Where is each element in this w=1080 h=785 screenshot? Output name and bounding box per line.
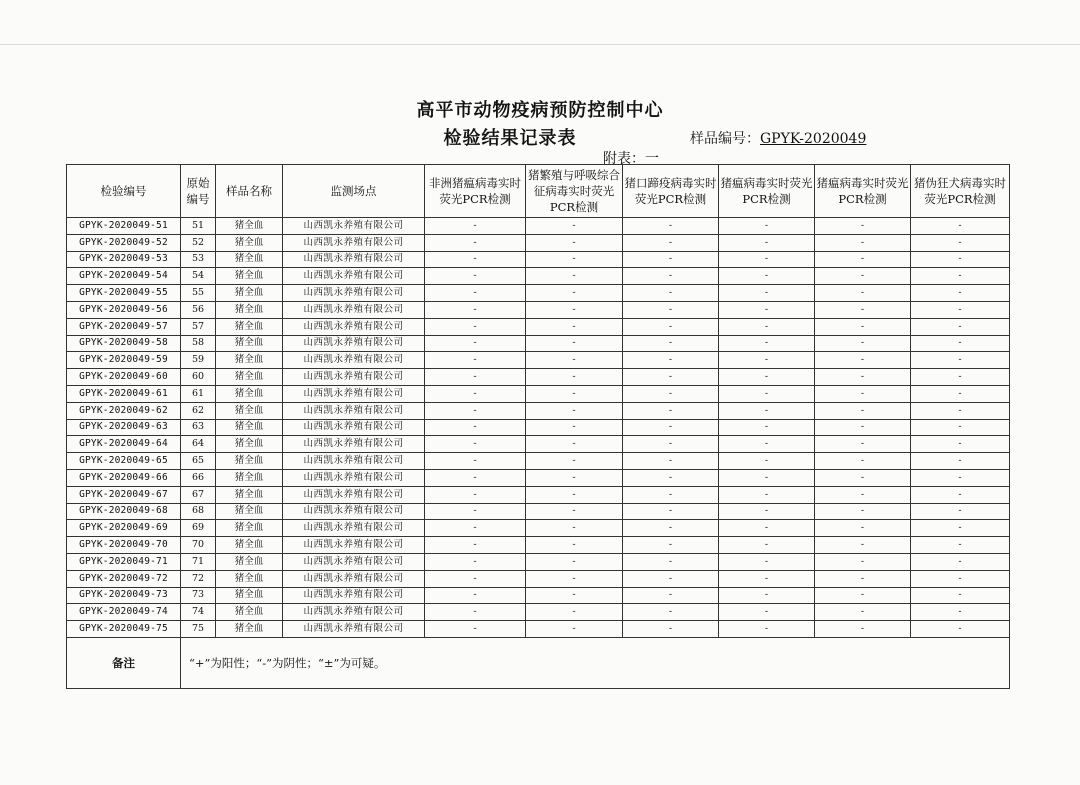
row-orig-no: 73 <box>181 587 216 604</box>
row-result: - <box>425 520 526 537</box>
table-row <box>67 301 1010 318</box>
row-result: - <box>425 419 526 436</box>
row-result: - <box>815 268 911 285</box>
attachment-label: 附表：一 <box>603 151 659 167</box>
row-result: - <box>719 553 815 570</box>
row-result: - <box>623 218 719 235</box>
row-sample: 猪全血 <box>216 385 283 402</box>
row-result: - <box>911 436 1010 453</box>
table-row <box>67 268 1010 285</box>
row-code: GPYK-2020049-74 <box>67 604 181 621</box>
row-site: 山西凯永养殖有限公司 <box>283 369 425 386</box>
row-result: - <box>815 385 911 402</box>
row-result: - <box>425 621 526 638</box>
row-result: - <box>815 553 911 570</box>
row-result: - <box>623 352 719 369</box>
row-result: - <box>623 385 719 402</box>
table-row <box>67 503 1010 520</box>
row-result: - <box>526 301 623 318</box>
row-orig-no: 60 <box>181 369 216 386</box>
row-orig-no: 59 <box>181 352 216 369</box>
row-result: - <box>425 486 526 503</box>
row-site: 山西凯永养殖有限公司 <box>283 587 425 604</box>
row-result: - <box>719 318 815 335</box>
table-row <box>67 218 1010 235</box>
row-sample: 猪全血 <box>216 234 283 251</box>
row-result: - <box>425 537 526 554</box>
row-result: - <box>911 604 1010 621</box>
col-header: 猪伪狂犬病毒实时荧光PCR检测 <box>911 165 1010 218</box>
row-orig-no: 69 <box>181 520 216 537</box>
row-result: - <box>425 301 526 318</box>
row-result: - <box>911 385 1010 402</box>
table-row <box>67 537 1010 554</box>
row-result: - <box>623 486 719 503</box>
table-row <box>67 553 1010 570</box>
row-sample: 猪全血 <box>216 301 283 318</box>
header-row <box>67 165 1010 218</box>
row-orig-no: 62 <box>181 402 216 419</box>
row-result: - <box>815 469 911 486</box>
row-result: - <box>815 234 911 251</box>
row-result: - <box>623 587 719 604</box>
row-site: 山西凯永养殖有限公司 <box>283 419 425 436</box>
row-site: 山西凯永养殖有限公司 <box>283 520 425 537</box>
row-result: - <box>719 251 815 268</box>
remark-text: “+”为阳性；“-”为阴性；“±”为可疑。 <box>181 637 1010 688</box>
table-row <box>67 520 1010 537</box>
row-result: - <box>815 520 911 537</box>
row-result: - <box>911 621 1010 638</box>
row-orig-no: 68 <box>181 503 216 520</box>
row-result: - <box>815 453 911 470</box>
table-row <box>67 469 1010 486</box>
row-code: GPYK-2020049-75 <box>67 621 181 638</box>
row-result: - <box>425 369 526 386</box>
row-site: 山西凯永养殖有限公司 <box>283 570 425 587</box>
row-sample: 猪全血 <box>216 537 283 554</box>
row-result: - <box>526 402 623 419</box>
row-code: GPYK-2020049-62 <box>67 402 181 419</box>
row-code: GPYK-2020049-68 <box>67 503 181 520</box>
row-result: - <box>623 251 719 268</box>
row-result: - <box>526 453 623 470</box>
row-result: - <box>815 402 911 419</box>
row-orig-no: 54 <box>181 268 216 285</box>
row-result: - <box>911 285 1010 302</box>
row-result: - <box>623 402 719 419</box>
row-result: - <box>526 352 623 369</box>
remark-row <box>67 637 1010 688</box>
row-result: - <box>623 570 719 587</box>
row-site: 山西凯永养殖有限公司 <box>283 285 425 302</box>
row-result: - <box>526 570 623 587</box>
row-result: - <box>526 587 623 604</box>
row-result: - <box>911 352 1010 369</box>
table-row <box>67 234 1010 251</box>
row-code: GPYK-2020049-65 <box>67 453 181 470</box>
row-result: - <box>911 251 1010 268</box>
row-orig-no: 74 <box>181 604 216 621</box>
row-result: - <box>623 419 719 436</box>
row-result: - <box>526 234 623 251</box>
row-site: 山西凯永养殖有限公司 <box>283 402 425 419</box>
table-row <box>67 570 1010 587</box>
row-result: - <box>425 453 526 470</box>
row-sample: 猪全血 <box>216 587 283 604</box>
row-code: GPYK-2020049-55 <box>67 285 181 302</box>
row-orig-no: 65 <box>181 453 216 470</box>
row-sample: 猪全血 <box>216 453 283 470</box>
row-result: - <box>719 385 815 402</box>
row-result: - <box>623 453 719 470</box>
row-code: GPYK-2020049-54 <box>67 268 181 285</box>
row-sample: 猪全血 <box>216 285 283 302</box>
row-result: - <box>526 537 623 554</box>
row-result: - <box>911 486 1010 503</box>
row-result: - <box>526 218 623 235</box>
col-header: 猪瘟病毒实时荧光PCR检测 <box>719 165 815 218</box>
row-site: 山西凯永养殖有限公司 <box>283 453 425 470</box>
row-result: - <box>526 268 623 285</box>
row-result: - <box>623 520 719 537</box>
table-row <box>67 486 1010 503</box>
row-orig-no: 75 <box>181 621 216 638</box>
row-result: - <box>911 553 1010 570</box>
row-sample: 猪全血 <box>216 419 283 436</box>
row-result: - <box>719 369 815 386</box>
row-orig-no: 57 <box>181 318 216 335</box>
table-row <box>67 285 1010 302</box>
row-result: - <box>911 570 1010 587</box>
row-result: - <box>425 436 526 453</box>
table-row <box>67 251 1010 268</box>
row-code: GPYK-2020049-63 <box>67 419 181 436</box>
row-orig-no: 58 <box>181 335 216 352</box>
table-row <box>67 318 1010 335</box>
row-code: GPYK-2020049-56 <box>67 301 181 318</box>
row-result: - <box>911 520 1010 537</box>
row-result: - <box>425 570 526 587</box>
row-result: - <box>425 268 526 285</box>
row-result: - <box>719 486 815 503</box>
row-result: - <box>911 301 1010 318</box>
row-orig-no: 63 <box>181 419 216 436</box>
row-site: 山西凯永养殖有限公司 <box>283 537 425 554</box>
row-sample: 猪全血 <box>216 486 283 503</box>
row-code: GPYK-2020049-51 <box>67 218 181 235</box>
row-code: GPYK-2020049-59 <box>67 352 181 369</box>
row-sample: 猪全血 <box>216 335 283 352</box>
row-site: 山西凯永养殖有限公司 <box>283 503 425 520</box>
row-result: - <box>815 570 911 587</box>
row-result: - <box>719 436 815 453</box>
row-result: - <box>815 604 911 621</box>
row-code: GPYK-2020049-72 <box>67 570 181 587</box>
row-result: - <box>911 402 1010 419</box>
row-result: - <box>815 587 911 604</box>
row-sample: 猪全血 <box>216 251 283 268</box>
col-header: 非洲猪瘟病毒实时荧光PCR检测 <box>425 165 526 218</box>
row-result: - <box>425 469 526 486</box>
row-result: - <box>623 301 719 318</box>
table-row <box>67 352 1010 369</box>
row-result: - <box>719 419 815 436</box>
row-result: - <box>526 436 623 453</box>
remark-label: 备注 <box>67 637 181 688</box>
row-result: - <box>815 369 911 386</box>
row-code: GPYK-2020049-53 <box>67 251 181 268</box>
row-result: - <box>623 503 719 520</box>
row-site: 山西凯永养殖有限公司 <box>283 218 425 235</box>
row-orig-no: 70 <box>181 537 216 554</box>
row-result: - <box>425 318 526 335</box>
row-site: 山西凯永养殖有限公司 <box>283 604 425 621</box>
row-sample: 猪全血 <box>216 352 283 369</box>
row-code: GPYK-2020049-64 <box>67 436 181 453</box>
col-header: 样品名称 <box>216 165 283 218</box>
col-header: 猪瘟病毒实时荧光PCR检测 <box>815 165 911 218</box>
org-title: 高平市动物疫病预防控制中心 <box>416 100 664 121</box>
row-result: - <box>719 453 815 470</box>
row-result: - <box>911 218 1010 235</box>
table-row <box>67 621 1010 638</box>
row-result: - <box>719 301 815 318</box>
row-result: - <box>719 604 815 621</box>
row-result: - <box>815 537 911 554</box>
row-result: - <box>425 402 526 419</box>
row-result: - <box>623 621 719 638</box>
col-header: 猪口蹄疫病毒实时荧光PCR检测 <box>623 165 719 218</box>
row-orig-no: 55 <box>181 285 216 302</box>
doc-title: 检验结果记录表 <box>443 128 577 149</box>
row-result: - <box>425 234 526 251</box>
row-result: - <box>815 301 911 318</box>
row-result: - <box>911 453 1010 470</box>
row-code: GPYK-2020049-52 <box>67 234 181 251</box>
row-result: - <box>815 621 911 638</box>
row-orig-no: 71 <box>181 553 216 570</box>
row-site: 山西凯永养殖有限公司 <box>283 553 425 570</box>
sample-id <box>690 128 866 148</box>
col-header: 监测场点 <box>283 165 425 218</box>
row-result: - <box>911 369 1010 386</box>
row-sample: 猪全血 <box>216 318 283 335</box>
row-code: GPYK-2020049-66 <box>67 469 181 486</box>
row-result: - <box>911 587 1010 604</box>
col-header: 猪繁殖与呼吸综合征病毒实时荧光PCR检测 <box>526 165 623 218</box>
row-site: 山西凯永养殖有限公司 <box>283 268 425 285</box>
row-site: 山西凯永养殖有限公司 <box>283 301 425 318</box>
row-sample: 猪全血 <box>216 436 283 453</box>
row-sample: 猪全血 <box>216 218 283 235</box>
row-result: - <box>526 369 623 386</box>
row-sample: 猪全血 <box>216 520 283 537</box>
table-row <box>67 335 1010 352</box>
row-result: - <box>911 469 1010 486</box>
row-code: GPYK-2020049-60 <box>67 369 181 386</box>
col-header: 原始编号 <box>181 165 216 218</box>
row-result: - <box>911 335 1010 352</box>
row-code: GPYK-2020049-57 <box>67 318 181 335</box>
row-site: 山西凯永养殖有限公司 <box>283 385 425 402</box>
row-result: - <box>815 419 911 436</box>
row-result: - <box>815 486 911 503</box>
row-code: GPYK-2020049-70 <box>67 537 181 554</box>
row-result: - <box>911 503 1010 520</box>
scan-line <box>0 44 1080 45</box>
row-result: - <box>815 352 911 369</box>
row-code: GPYK-2020049-73 <box>67 587 181 604</box>
row-result: - <box>719 268 815 285</box>
table-row <box>67 402 1010 419</box>
row-result: - <box>911 234 1010 251</box>
table-row <box>67 385 1010 402</box>
row-result: - <box>719 234 815 251</box>
row-result: - <box>815 318 911 335</box>
row-site: 山西凯永养殖有限公司 <box>283 335 425 352</box>
row-orig-no: 64 <box>181 436 216 453</box>
row-result: - <box>425 587 526 604</box>
row-sample: 猪全血 <box>216 621 283 638</box>
row-sample: 猪全血 <box>216 469 283 486</box>
row-result: - <box>623 537 719 554</box>
row-result: - <box>719 520 815 537</box>
row-code: GPYK-2020049-58 <box>67 335 181 352</box>
row-result: - <box>425 604 526 621</box>
row-site: 山西凯永养殖有限公司 <box>283 486 425 503</box>
row-site: 山西凯永养殖有限公司 <box>283 436 425 453</box>
row-sample: 猪全血 <box>216 503 283 520</box>
row-result: - <box>815 285 911 302</box>
row-result: - <box>911 318 1010 335</box>
row-code: GPYK-2020049-67 <box>67 486 181 503</box>
row-result: - <box>526 553 623 570</box>
row-result: - <box>815 436 911 453</box>
row-result: - <box>623 318 719 335</box>
row-result: - <box>719 285 815 302</box>
row-result: - <box>719 402 815 419</box>
row-sample: 猪全血 <box>216 553 283 570</box>
row-result: - <box>911 419 1010 436</box>
row-sample: 猪全血 <box>216 369 283 386</box>
row-result: - <box>623 335 719 352</box>
row-result: - <box>815 251 911 268</box>
row-result: - <box>425 385 526 402</box>
row-result: - <box>623 604 719 621</box>
table-row <box>67 436 1010 453</box>
row-result: - <box>623 268 719 285</box>
row-result: - <box>526 621 623 638</box>
row-result: - <box>526 503 623 520</box>
row-site: 山西凯永养殖有限公司 <box>283 621 425 638</box>
row-result: - <box>425 503 526 520</box>
row-result: - <box>719 587 815 604</box>
row-result: - <box>719 469 815 486</box>
row-result: - <box>719 621 815 638</box>
row-orig-no: 53 <box>181 251 216 268</box>
row-sample: 猪全血 <box>216 604 283 621</box>
row-result: - <box>911 537 1010 554</box>
row-result: - <box>526 520 623 537</box>
row-orig-no: 67 <box>181 486 216 503</box>
row-result: - <box>425 251 526 268</box>
row-code: GPYK-2020049-61 <box>67 385 181 402</box>
row-orig-no: 52 <box>181 234 216 251</box>
row-result: - <box>623 234 719 251</box>
row-result: - <box>526 318 623 335</box>
table-row <box>67 453 1010 470</box>
row-code: GPYK-2020049-71 <box>67 553 181 570</box>
table-row <box>67 604 1010 621</box>
row-result: - <box>719 218 815 235</box>
row-result: - <box>526 469 623 486</box>
row-result: - <box>425 352 526 369</box>
row-result: - <box>526 419 623 436</box>
row-result: - <box>623 469 719 486</box>
row-site: 山西凯永养殖有限公司 <box>283 318 425 335</box>
row-result: - <box>623 436 719 453</box>
row-result: - <box>815 218 911 235</box>
row-result: - <box>719 352 815 369</box>
row-result: - <box>719 537 815 554</box>
row-result: - <box>719 335 815 352</box>
row-sample: 猪全血 <box>216 570 283 587</box>
row-result: - <box>719 570 815 587</box>
row-result: - <box>526 486 623 503</box>
row-sample: 猪全血 <box>216 268 283 285</box>
row-result: - <box>425 553 526 570</box>
row-result: - <box>623 285 719 302</box>
row-result: - <box>623 369 719 386</box>
row-result: - <box>911 268 1010 285</box>
row-orig-no: 56 <box>181 301 216 318</box>
row-result: - <box>425 335 526 352</box>
row-orig-no: 61 <box>181 385 216 402</box>
row-result: - <box>425 218 526 235</box>
results-table <box>66 164 1010 689</box>
row-site: 山西凯永养殖有限公司 <box>283 352 425 369</box>
row-orig-no: 51 <box>181 218 216 235</box>
row-site: 山西凯永养殖有限公司 <box>283 469 425 486</box>
row-code: GPYK-2020049-69 <box>67 520 181 537</box>
row-result: - <box>815 335 911 352</box>
table-row <box>67 419 1010 436</box>
sample-id-value: GPYK-2020049 <box>760 131 867 147</box>
row-result: - <box>526 604 623 621</box>
row-orig-no: 72 <box>181 570 216 587</box>
row-result: - <box>815 503 911 520</box>
row-result: - <box>425 285 526 302</box>
row-result: - <box>623 553 719 570</box>
row-sample: 猪全血 <box>216 402 283 419</box>
table-row <box>67 369 1010 386</box>
row-result: - <box>526 335 623 352</box>
col-header: 检验编号 <box>67 165 181 218</box>
row-result: - <box>719 503 815 520</box>
row-result: - <box>526 385 623 402</box>
table-row <box>67 587 1010 604</box>
sample-id-label: 样品编号： <box>690 131 760 147</box>
row-result: - <box>526 251 623 268</box>
row-site: 山西凯永养殖有限公司 <box>283 234 425 251</box>
row-result: - <box>526 285 623 302</box>
row-site: 山西凯永养殖有限公司 <box>283 251 425 268</box>
row-orig-no: 66 <box>181 469 216 486</box>
